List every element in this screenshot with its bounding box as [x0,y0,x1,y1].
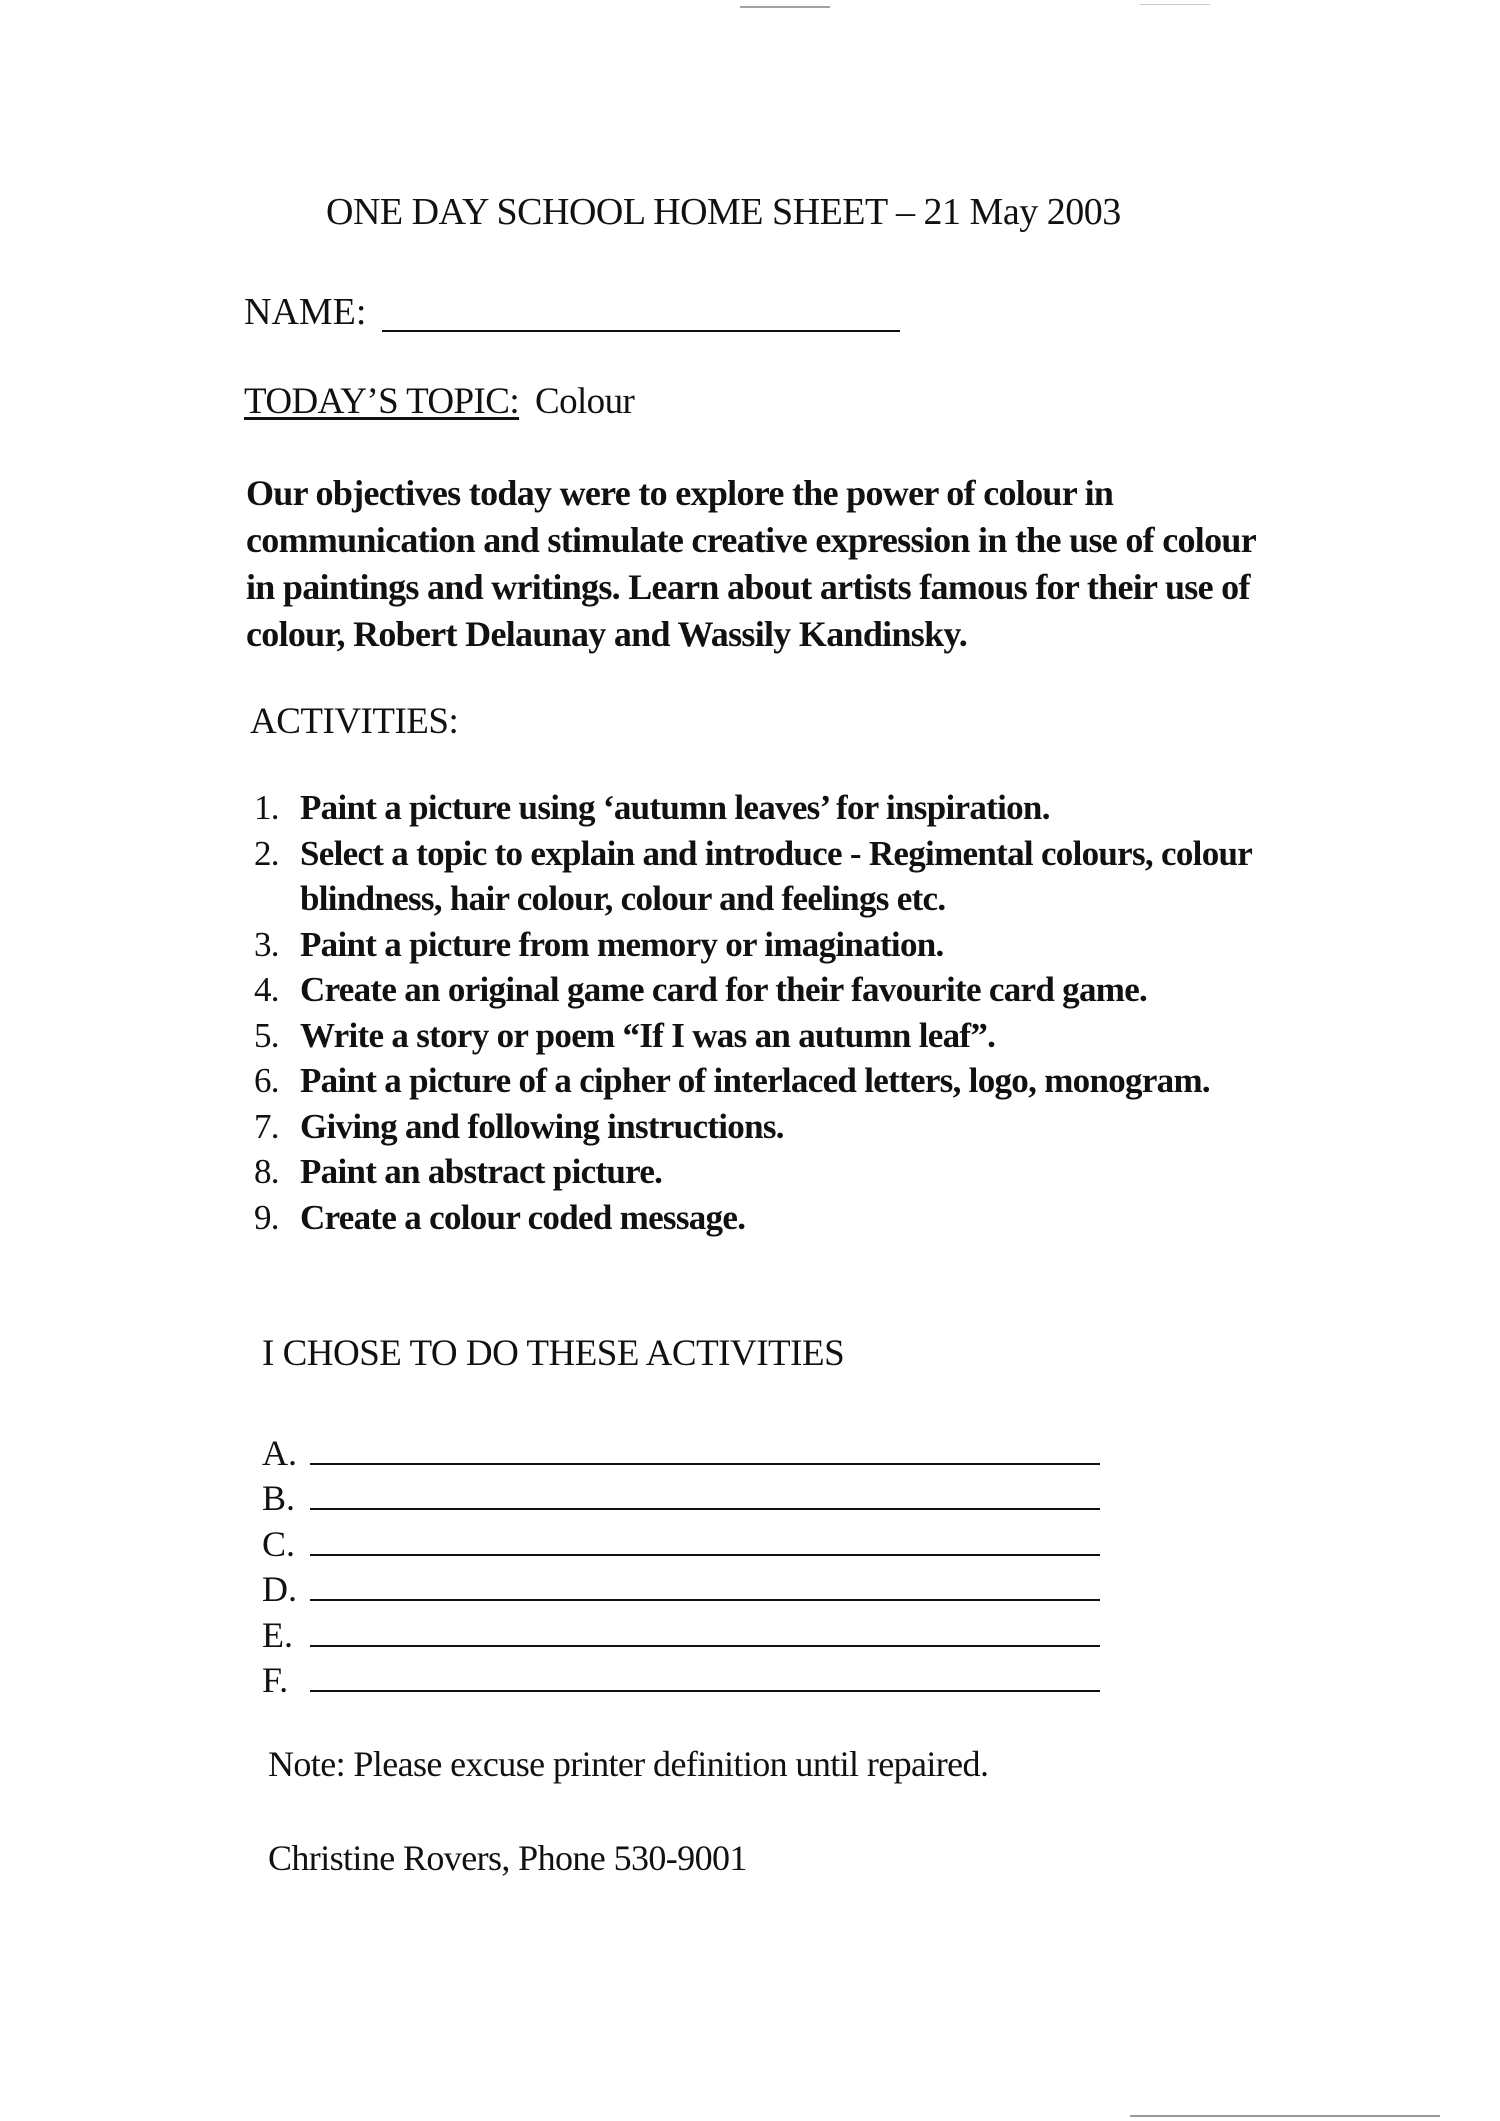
activity-number: 6. [254,1061,279,1100]
activity-number: 3. [254,924,279,964]
activity-item [254,922,1274,968]
topic-value: Colour [535,381,635,422]
activity-text: Paint a picture using ‘autumn leaves’ for inspiration. [300,788,1050,827]
chosen-activities-heading: I CHOSE TO DO THESE ACTIVITIES [262,1333,845,1374]
choice-field[interactable] [310,1528,1100,1556]
choice-row [262,1610,1122,1656]
scan-artifact [740,6,830,8]
choice-letter: C. [262,1523,296,1564]
choice-field[interactable] [310,1573,1100,1601]
activity-text: Select a topic to explain and introduce - Regimental colours, colour blindness, hair colour, colour and feelings etc. [300,833,1252,918]
activity-list [254,785,1274,1240]
choice-letter: E. [262,1614,293,1655]
scan-artifact [1140,4,1210,5]
activity-text: Paint an abstract picture. [300,1152,663,1191]
choice-row [262,1519,1122,1565]
activity-item [254,1058,1274,1104]
activity-text: Create an original game card for their favourite card game. [300,970,1148,1009]
choice-letter: A. [262,1432,297,1473]
activity-item [254,1195,1274,1241]
activity-text: Paint a picture from memory or imagination. [300,924,944,964]
activity-text: Create a colour coded message. [300,1197,746,1237]
choice-row [262,1565,1122,1611]
choice-field[interactable] [310,1619,1100,1647]
chosen-activities-list [262,1428,1122,1701]
activity-number: 1. [254,788,279,827]
activity-item [254,831,1274,922]
choice-row [262,1474,1122,1520]
activity-number: 2. [254,833,279,873]
choice-letter: F. [262,1660,289,1700]
choice-letter: D. [262,1569,297,1609]
activity-text: Paint a picture of a cipher of interlaced letters, logo, monogram. [300,1061,1210,1100]
name-row [244,290,900,334]
choice-letter: B. [262,1478,296,1518]
choice-field[interactable] [310,1664,1100,1692]
activity-item [254,1013,1274,1059]
choice-row [262,1428,1122,1474]
activity-number: 9. [254,1197,279,1237]
scan-artifact [1130,2115,1440,2117]
activity-text: Write a story or poem “If I was an autumn leaf”. [300,1015,996,1055]
activity-item [254,1104,1274,1150]
activity-number: 5. [254,1015,279,1055]
contact-line: Christine Rovers, Phone 530-9001 [268,1838,747,1878]
activity-number: 4. [254,970,279,1009]
choice-field[interactable] [310,1437,1100,1465]
activity-item [254,967,1274,1013]
activity-item [254,1149,1274,1195]
choice-field[interactable] [310,1482,1100,1510]
name-label: NAME: [244,291,367,333]
choice-row [262,1656,1122,1702]
activity-text: Giving and following instructions. [300,1106,784,1146]
name-field[interactable] [382,302,900,332]
activity-item [254,785,1274,831]
printer-note: Note: Please excuse printer definition until repaired. [268,1744,989,1784]
sheet-title: ONE DAY SCHOOL HOME SHEET – 21 May 2003 [326,191,1121,233]
topic-label: TODAY’S TOPIC: [244,381,520,422]
activity-number: 7. [254,1106,279,1146]
topic-row [244,380,634,423]
activity-number: 8. [254,1152,279,1191]
objectives-paragraph: Our objectives today were to explore the power of colour in communication and stimulate creative expression in the use of colour in paintings and writings. Learn about artists famous for their use of colour, Robert Delaunay and Wassily Kandinsky. [246,473,1256,654]
activities-heading: ACTIVITIES: [250,701,459,742]
